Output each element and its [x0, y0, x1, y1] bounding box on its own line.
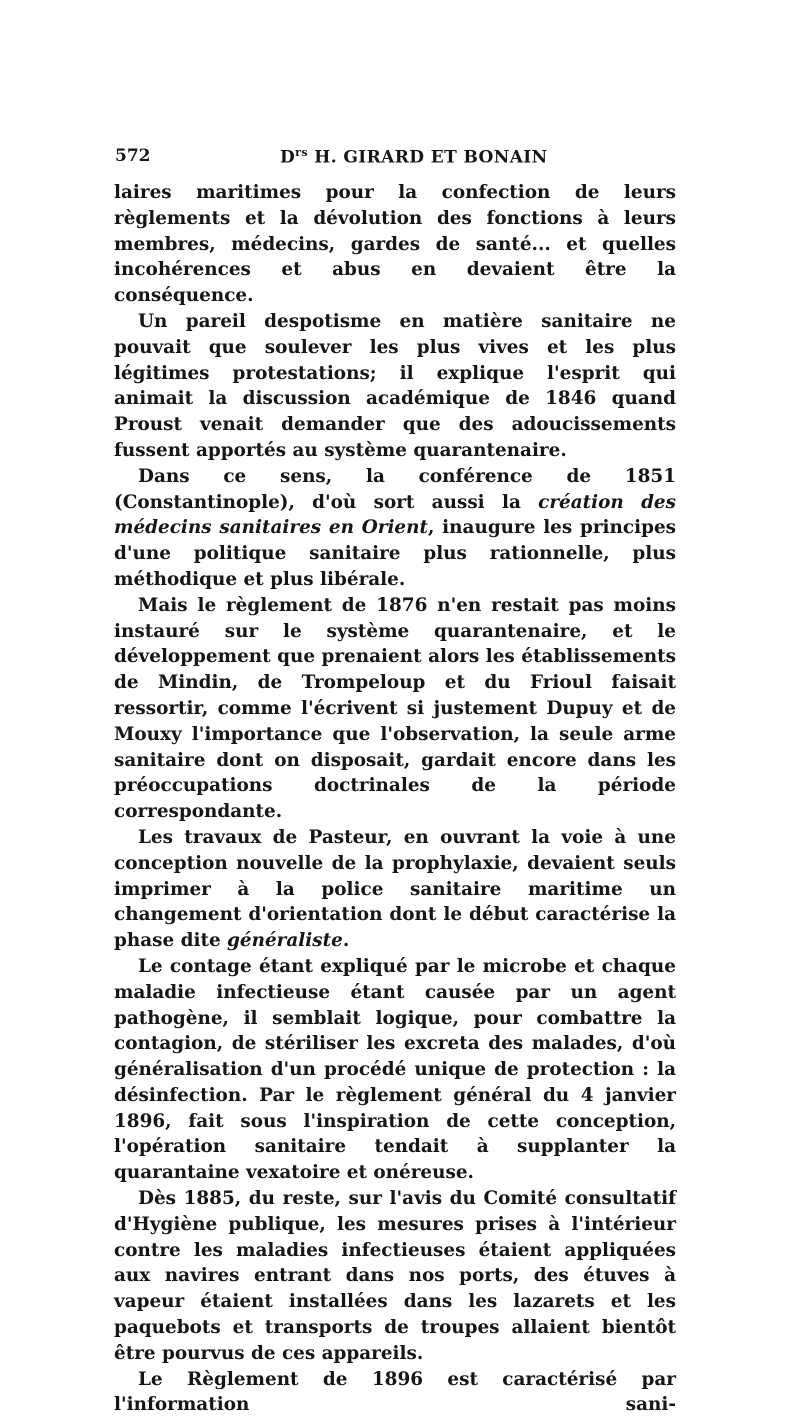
page-number: 572 [115, 146, 151, 166]
emphasis-text: généraliste [227, 930, 343, 952]
paragraph: Mais le règlement de 1876 n'en restait pas moins instauré sur le système quarantenaire, et le développement que prenaient alors les établissements de Mindin, de Trompeloup et du Frioul faisait ressortir, comme l'écrivent si justement Dupuy et de Mouxy l'importance que l'observation, la seule arme sanitaire dont on disposait, gardait encore dans les préoccupations doctrinales de la période correspondante. [114, 594, 676, 823]
page-header [115, 146, 675, 172]
running-head [280, 146, 548, 168]
author-title-superscript: rs [295, 146, 308, 159]
paragraph-text: Les travaux de Pasteur, en ouvrant la voie à une conception nouvelle de la prophylaxie, devaient seuls imprimer à la police sanitaire maritime un changement d'orientation dont le début caractérise la phase dite [114, 826, 676, 952]
paragraph-text: . [342, 930, 350, 952]
emphasis-text: création des médecins sanitaires en Orient [114, 491, 676, 539]
paragraph [114, 464, 676, 593]
paragraph: laires maritimes pour la confection de leurs règlements et la dévolution des fonctions à leurs membres, médecins, gardes de santé... et quelles incohérences et abus en devaient être la conséquence. [114, 182, 676, 307]
paragraph-text: Dans ce sens, la conférence de 1851 (Constantinople), d'où sort aussi la [114, 465, 676, 513]
paragraph-text: , inaugure les principes d'une politique sanitaire plus rationnelle, plus méthodique et plus libérale. [114, 517, 676, 590]
body-text [114, 180, 676, 1418]
paragraph [114, 825, 676, 954]
paragraph: Le contage étant expliqué par le microbe et chaque maladie infectieuse étant causée par un agent pathogène, il semblait logique, pour combattre la contagion, de stériliser les excreta des malades, d'où généralisation d'un procédé unique de protection : la désinfection. Par le règlement général du 4 janvier 1896, fait sous l'inspiration de cette conception, l'opération sanitaire tendait à supplanter la quarantaine vexatoire et onéreuse. [114, 955, 676, 1184]
paragraph: Un pareil despotisme en matière sanitaire ne pouvait que soulever les plus vives et les plus légitimes protestations; il explique l'esprit qui animait la discussion académique de 1846 quand Proust venait demander que des adoucissements fussent apportés au système quarantenaire. [114, 310, 676, 461]
author-prefix: D [280, 147, 296, 168]
paragraph: Le Règlement de 1896 est caractérisé par l'information sani- [114, 1368, 676, 1416]
author-names: H. GIRARD ET BONAIN [307, 147, 548, 168]
paragraph: Dès 1885, du reste, sur l'avis du Comité consultatif d'Hygiène publique, les mesures prises à l'intérieur contre les maladies infectieuses étaient appliquées aux navires entrant dans nos ports, des étuves à vapeur étaient installées dans les lazarets et les paquebots et transports de troupes allaient bientôt être pourvus de ces appareils. [114, 1188, 676, 1364]
